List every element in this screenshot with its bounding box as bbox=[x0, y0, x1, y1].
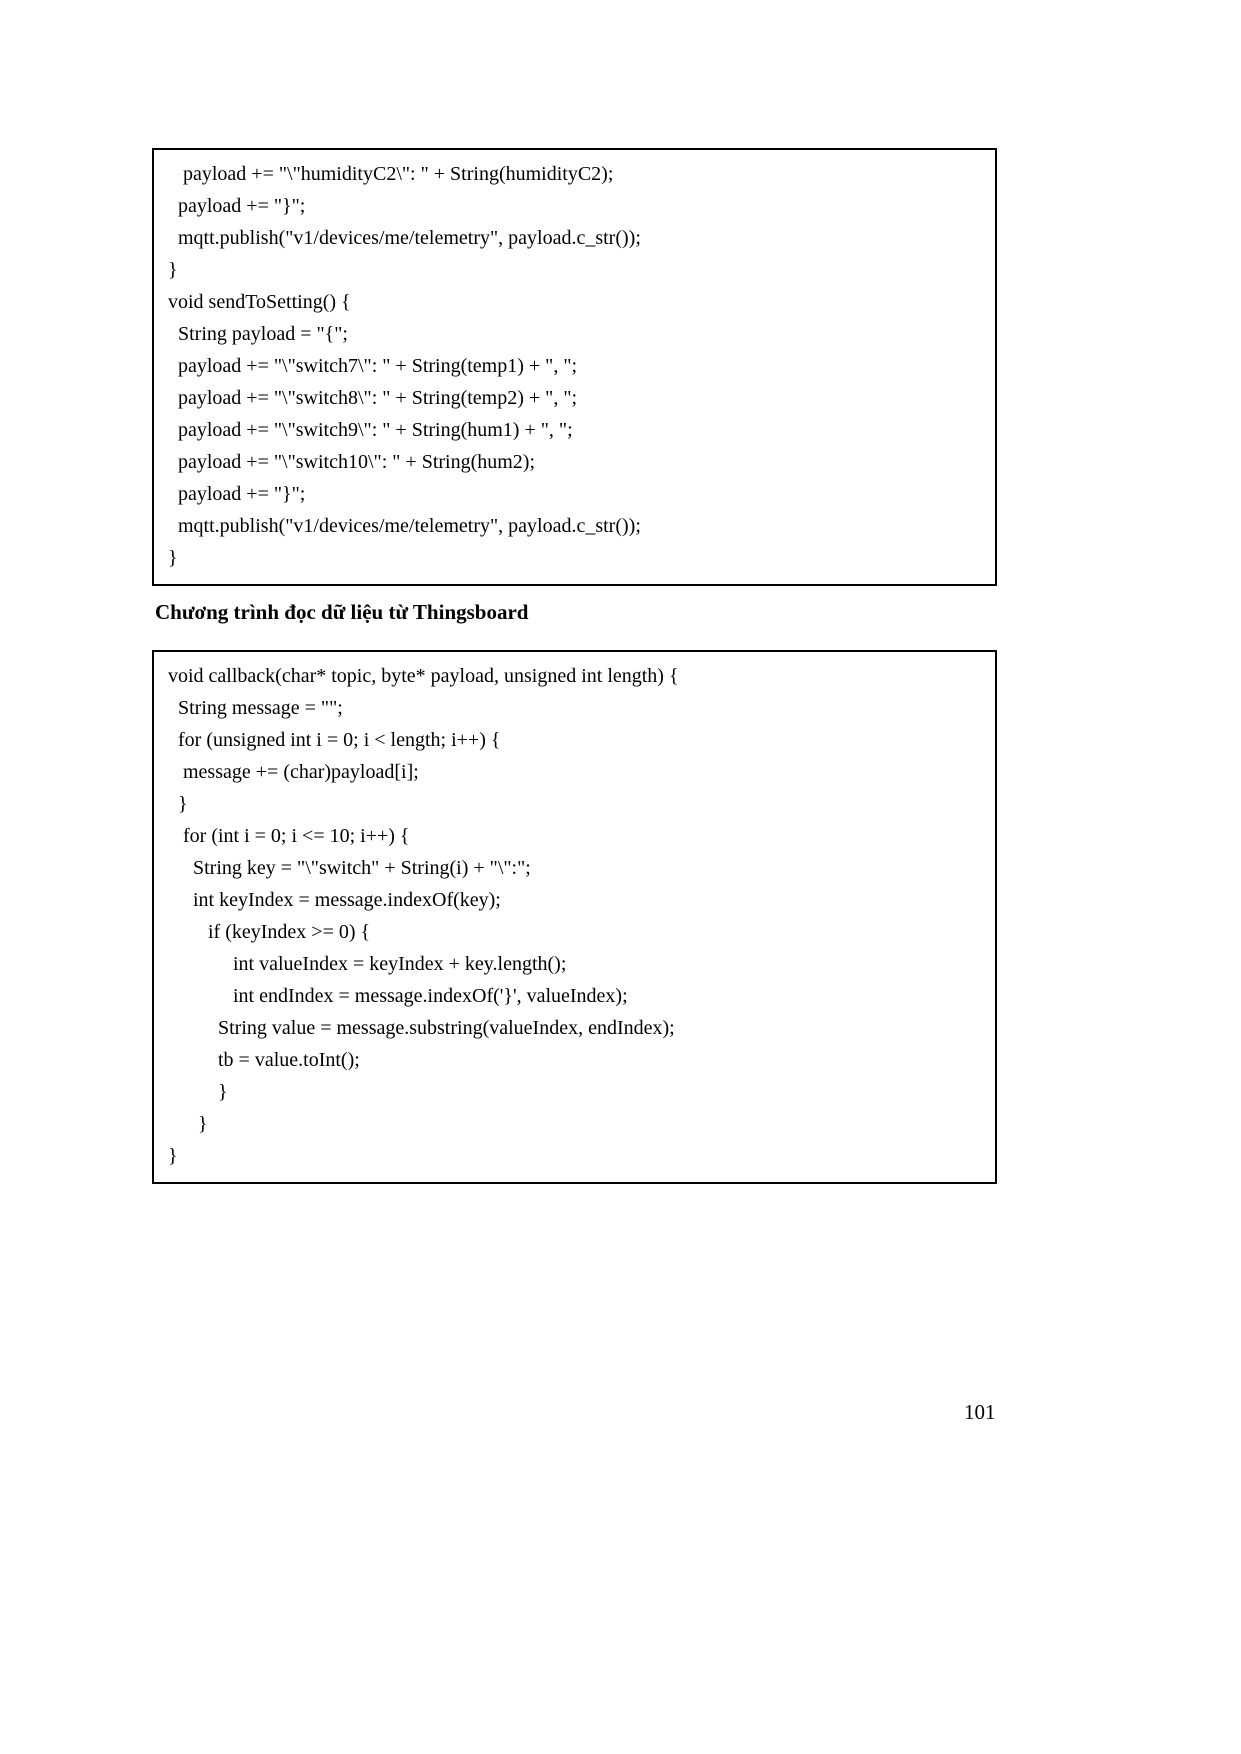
code-line: for (int i = 0; i <= 10; i++) { bbox=[168, 825, 410, 847]
code-line: tb = value.toInt(); bbox=[168, 1049, 360, 1071]
code-line: String value = message.substring(valueIndex, endIndex); bbox=[168, 1017, 675, 1039]
code-line: } bbox=[168, 793, 188, 815]
code-line: String key = "\"switch" + String(i) + "\":"; bbox=[168, 857, 531, 879]
code-line: } bbox=[168, 1113, 208, 1135]
code-line: String payload = "{"; bbox=[168, 323, 348, 345]
code-line: } bbox=[168, 547, 178, 569]
code-line: message += (char)payload[i]; bbox=[168, 761, 419, 783]
code-line: int valueIndex = keyIndex + key.length(); bbox=[168, 953, 567, 975]
code-line: payload += "\"humidityC2\": " + String(humidityC2); bbox=[168, 163, 614, 185]
code-line: payload += "\"switch8\": " + String(temp2) + ", "; bbox=[168, 387, 578, 409]
code-line: payload += "}"; bbox=[168, 483, 306, 505]
code-line: payload += "\"switch7\": " + String(temp1) + ", "; bbox=[168, 355, 578, 377]
code-line: void sendToSetting() { bbox=[168, 291, 351, 313]
code-line: if (keyIndex >= 0) { bbox=[168, 921, 371, 943]
page-number: 101 bbox=[964, 1400, 996, 1424]
code-line: void callback(char* topic, byte* payload, unsigned int length) { bbox=[168, 665, 679, 687]
code-line: String message = ""; bbox=[168, 697, 343, 719]
code-line: mqtt.publish("v1/devices/me/telemetry", payload.c_str()); bbox=[168, 227, 641, 249]
code-line: } bbox=[168, 1145, 178, 1167]
section-heading: Chương trình đọc dữ liệu từ Thingsboard bbox=[155, 600, 529, 624]
code-block-callback bbox=[152, 650, 997, 1184]
code-line: int endIndex = message.indexOf('}', valueIndex); bbox=[168, 985, 628, 1007]
code-line: payload += "}"; bbox=[168, 195, 306, 217]
code-line: for (unsigned int i = 0; i < length; i++) { bbox=[168, 729, 501, 751]
code-line: mqtt.publish("v1/devices/me/telemetry", payload.c_str()); bbox=[168, 515, 641, 537]
code-line: } bbox=[168, 1081, 228, 1103]
code-line: payload += "\"switch9\": " + String(hum1) + ", "; bbox=[168, 419, 573, 441]
code-line: payload += "\"switch10\": " + String(hum2); bbox=[168, 451, 536, 473]
code-line: int keyIndex = message.indexOf(key); bbox=[168, 889, 501, 911]
code-block-telemetry bbox=[152, 148, 997, 586]
code-line: } bbox=[168, 259, 178, 281]
